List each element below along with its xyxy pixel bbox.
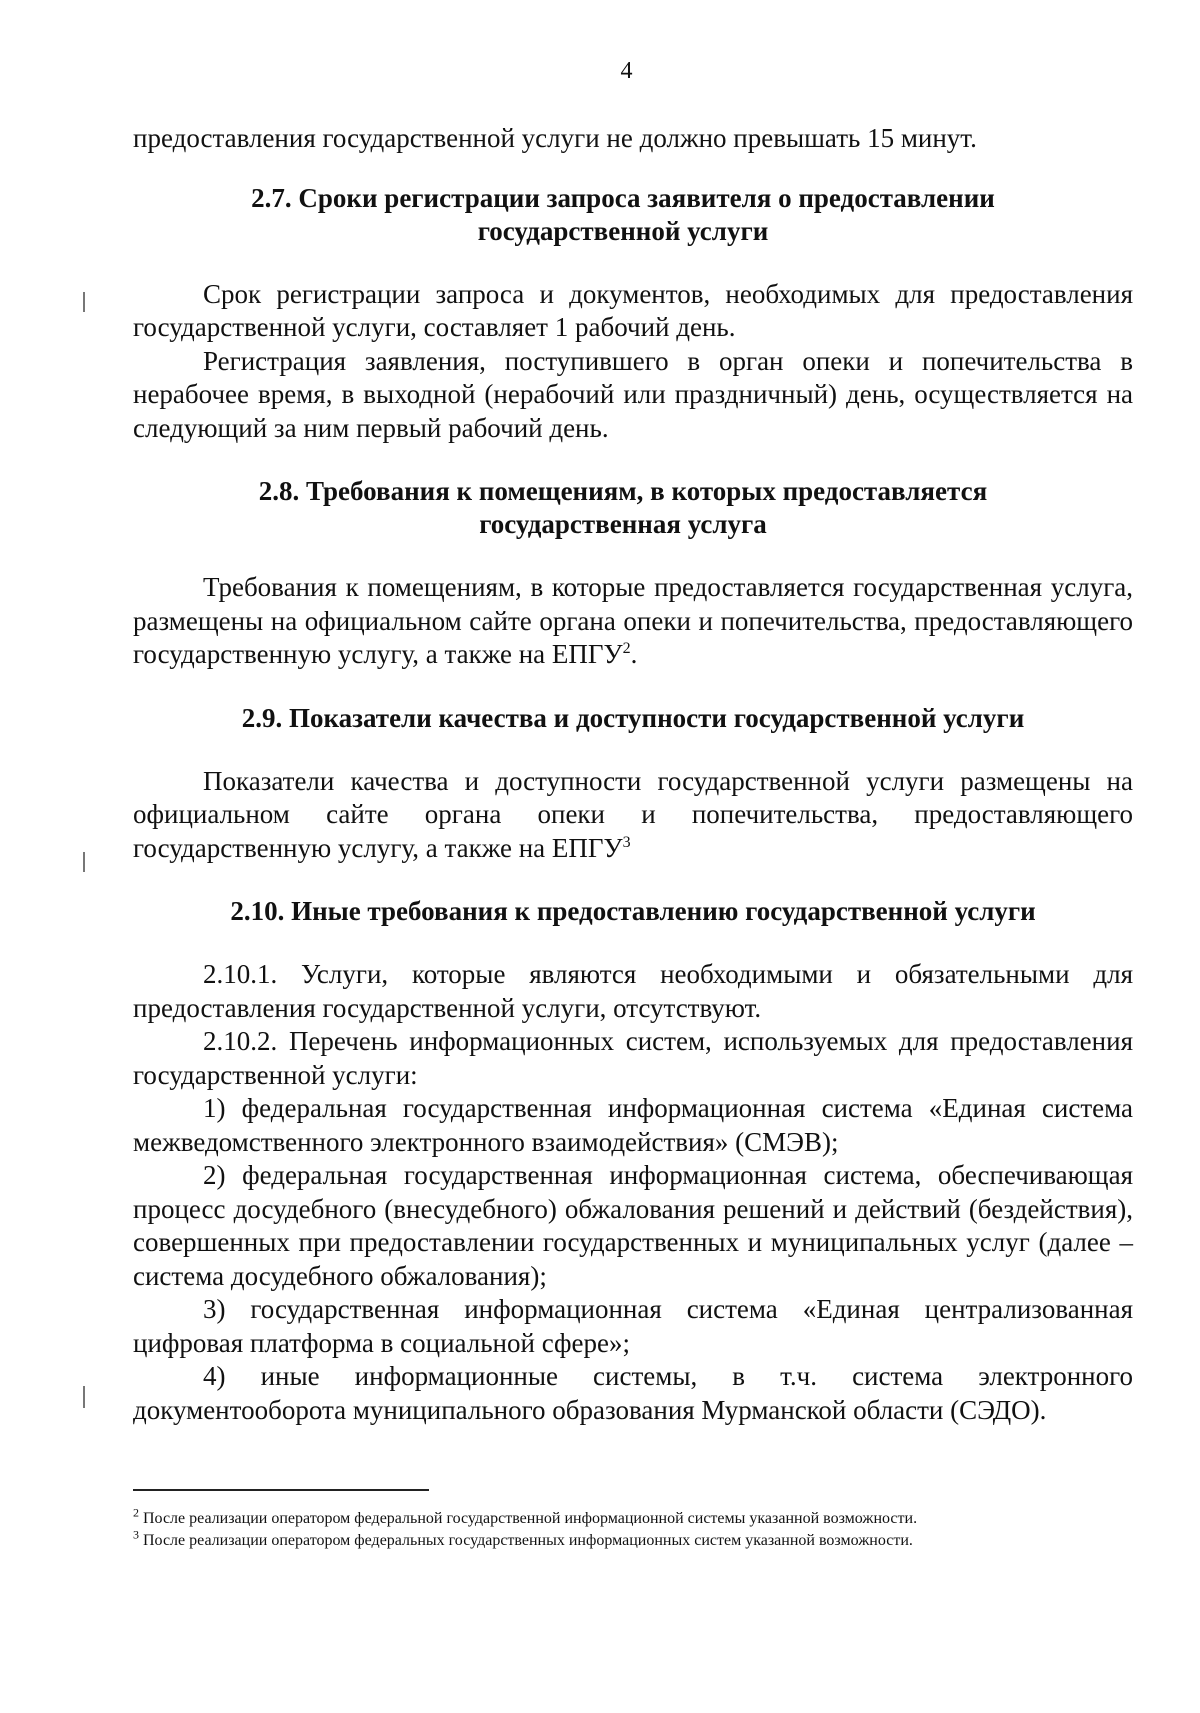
list-item: 4) иные информационные системы, в т.ч. система электронного документооборота муниципального образования Мурманской области (СЭДО). [133,1361,1133,1425]
footnote-ref-2: 2 [622,640,631,657]
scan-margin-mark [83,852,85,872]
footnote-2 [133,1505,1133,1530]
paragraph: Срок регистрации запроса и документов, необходимых для предоставления государственной услуги, составляет 1 рабочий день. [133,278,1133,342]
scan-margin-mark [83,292,85,312]
footnote-3 [133,1527,1133,1552]
paragraph: Регистрация заявления, поступившего в орган опеки и попечительства в нерабочее время, в выходной (нерабочий или праздничный) день, осуществляется на следующий за ним первый рабочий день. [133,345,1133,443]
paragraph: предоставления государственной услуги не должно превышать 15 минут. [133,123,977,153]
footnote-number: 2 [133,1505,139,1520]
paragraph [133,571,1133,672]
paragraph-tail: . [630,639,638,669]
footnote-ref-3: 3 [622,833,631,851]
footnote-text: После реализации оператором федеральных государственных информационных систем указанной возможности. [143,1532,913,1549]
list-item: 3) государственная информационная система «Единая централизованная цифровая платформа в социальной сфере»; [133,1294,1133,1358]
footnote-text: После реализации оператором федеральной государственной информационной системы указанной возможности. [143,1510,918,1527]
document-body [133,122,1133,1427]
footnote-number: 3 [133,1527,139,1542]
scan-margin-mark [83,1386,85,1408]
section-heading-2-10: 2.10. Иные требования к предоставлению государственной услуги [230,896,1036,926]
section-heading-2-9: 2.9. Показатели качества и доступности государственной услуги [241,702,1025,733]
paragraph: 2.10.1. Услуги, которые являются необходимыми и обязательными для предоставления государственной услуги, отсутствуют. [133,959,1133,1023]
footnote-separator [133,1489,429,1491]
section-heading-2-7: 2.7. Сроки регистрации запроса заявителя о предоставлении государственной услуги [251,182,995,246]
list-item: 2) федеральная государственная информационная система, обеспечивающая процесс досудебного (внесудебного) обжалования решений и действий (бездействия), совершенных при предоставлении государственных и муниципальных услуг (далее – система досудебного обжалования); [133,1160,1133,1291]
list-item: 1) федеральная государственная информационная система «Единая система межведомственного электронного взаимодействия» (СМЭВ); [133,1093,1133,1157]
paragraph [133,765,1133,866]
paragraph: 2.10.2. Перечень информационных систем, используемых для предоставления государственной услуги: [133,1026,1133,1090]
section-heading-2-8: 2.8. Требования к помещениям, в которых предоставляется государственная услуга [258,476,988,539]
page-number: 4 [620,58,633,84]
paragraph-text: Показатели качества и доступности государственной услуги размещены на официальном сайте органа опеки и попечительства, предоставляющего государственную услугу, а также на ЕПГУ [133,765,1133,863]
paragraph-text: Требования к помещениям, в которые предоставляется государственная услуга, размещены на официальном сайте органа опеки и попечительства, предоставляющего государственную услугу, а также на ЕПГУ [133,572,1133,669]
footnotes [133,1489,1133,1552]
